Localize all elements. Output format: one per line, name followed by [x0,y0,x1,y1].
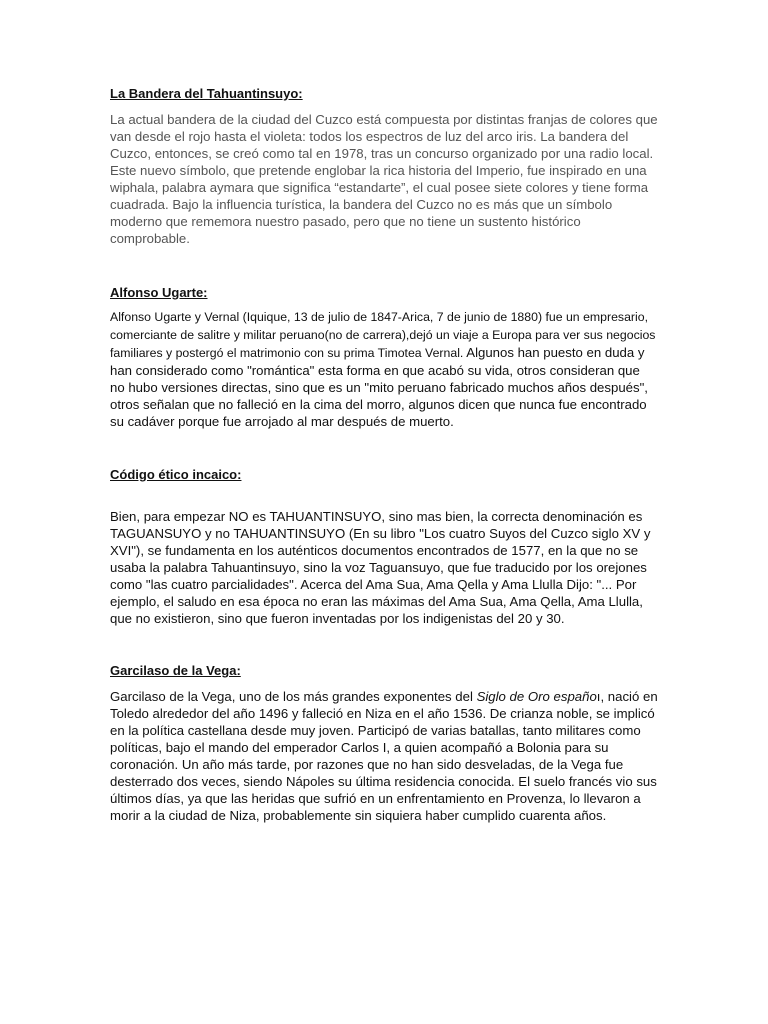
heading-bandera: La Bandera del Tahuantinsuyo: [110,86,303,101]
para-garcilaso-intro: Garcilaso de la Vega, uno de los más grandes exponentes del [110,689,477,704]
heading-ugarte: Alfonso Ugarte: [110,285,208,300]
heading-garcilaso: Garcilaso de la Vega: [110,663,241,678]
para-codigo: Bien, para empezar NO es TAHUANTINSUYO, sino mas bien, la correcta denominación es TAGUANSUYO y no TAHUANTINSUYO (En su libro "Los cuatro Suyos del Cuzco siglo XV y XVI"), se fundamenta en los auténticos documentos encontrados de 1577, en la que no se usaba la palabra Tahuantinsuyo, sino la voz Taguansuyo, que fue traducido por los orejones como "las cuatro parcialidades". Acerca del Ama Sua, Ama Qella y Ama Llulla Dijo: "... Por ejemplo, el saludo en esa época no eran las máximas del Ama Sua, Ama Qella, Ama Llulla, que no existieron, sino que fueron inventadas por los indigenistas del 20 y 30. [110,509,651,626]
section-ugarte [110,285,658,430]
para-garcilaso-rest: ı, nació en Toledo alrededor del año 1496 y falleció en Niza en el año 1536. De crianza noble, se implicó en la política castellana desde muy joven. Participó de varias batallas, tanto militares como políticas, bajo el mando del emperador Carlos I, a quien acompañó a Bolonia para su coronación. Un año más tarde, por razones que no han sido desveladas, de la Vega fue desterrado dos veces, siendo Nápoles su última residencia conocida. El suelo francés vio sus últimos días, ya que las heridas que sufrió en un enfrentamiento en Provenza, lo llevaron a morir a la ciudad de Niza, probablemente sin siquiera haber cumplido cuarenta años. [110,689,658,823]
para-garcilaso-italic: Siglo de Oro españo [476,689,597,704]
heading-codigo: Código ético incaico: [110,467,242,482]
para-garcilaso [110,688,658,824]
section-garcilaso [110,663,658,824]
section-bandera [110,86,658,247]
para-ugarte-rest: Algunos han puesto en duda y han considerado como "romántica" esta forma en que acabó su vida, otros consideran que no hubo versiones directas, sino que es un "mito peruano fabricado muchos años después", otros señalan que no falleció en la cima del morro, algunos dicen que nunca fue encontrado su cadáver porque fue arrojado al mar después de muerto. [110,345,648,429]
para-ugarte [110,308,658,430]
section-codigo [110,467,658,627]
document-page [110,86,658,824]
para-ugarte-intro: Alfonso Ugarte y Vernal (Iquique, 13 de julio de 1847-Arica, 7 de junio de 1880) fue un empresario, comerciante de salitre y militar peruano(no de carrera),dejó un viaje a Europa para ver sus negocios familiares y postergó el matrimonio con su prima Timotea Vernal. [110,310,656,360]
para-bandera: La actual bandera de la ciudad del Cuzco está compuesta por distintas franjas de colores que van desde el rojo hasta el violeta: todos los espectros de luz del arco iris. La bandera del Cuzco, entonces, se creó como tal en 1978, tras un concurso organizado por una radio local. Este nuevo símbolo, que pretende englobar la rica historia del Imperio, fue inspirado en una wiphala, palabra aymara que significa “estandarte”, el cual posee siete colores y tiene forma cuadrada. Bajo la influencia turística, la bandera del Cuzco no es más que un símbolo moderno que rememora nuestro pasado, pero que no tiene un sustento histórico comprobable. [110,112,658,246]
